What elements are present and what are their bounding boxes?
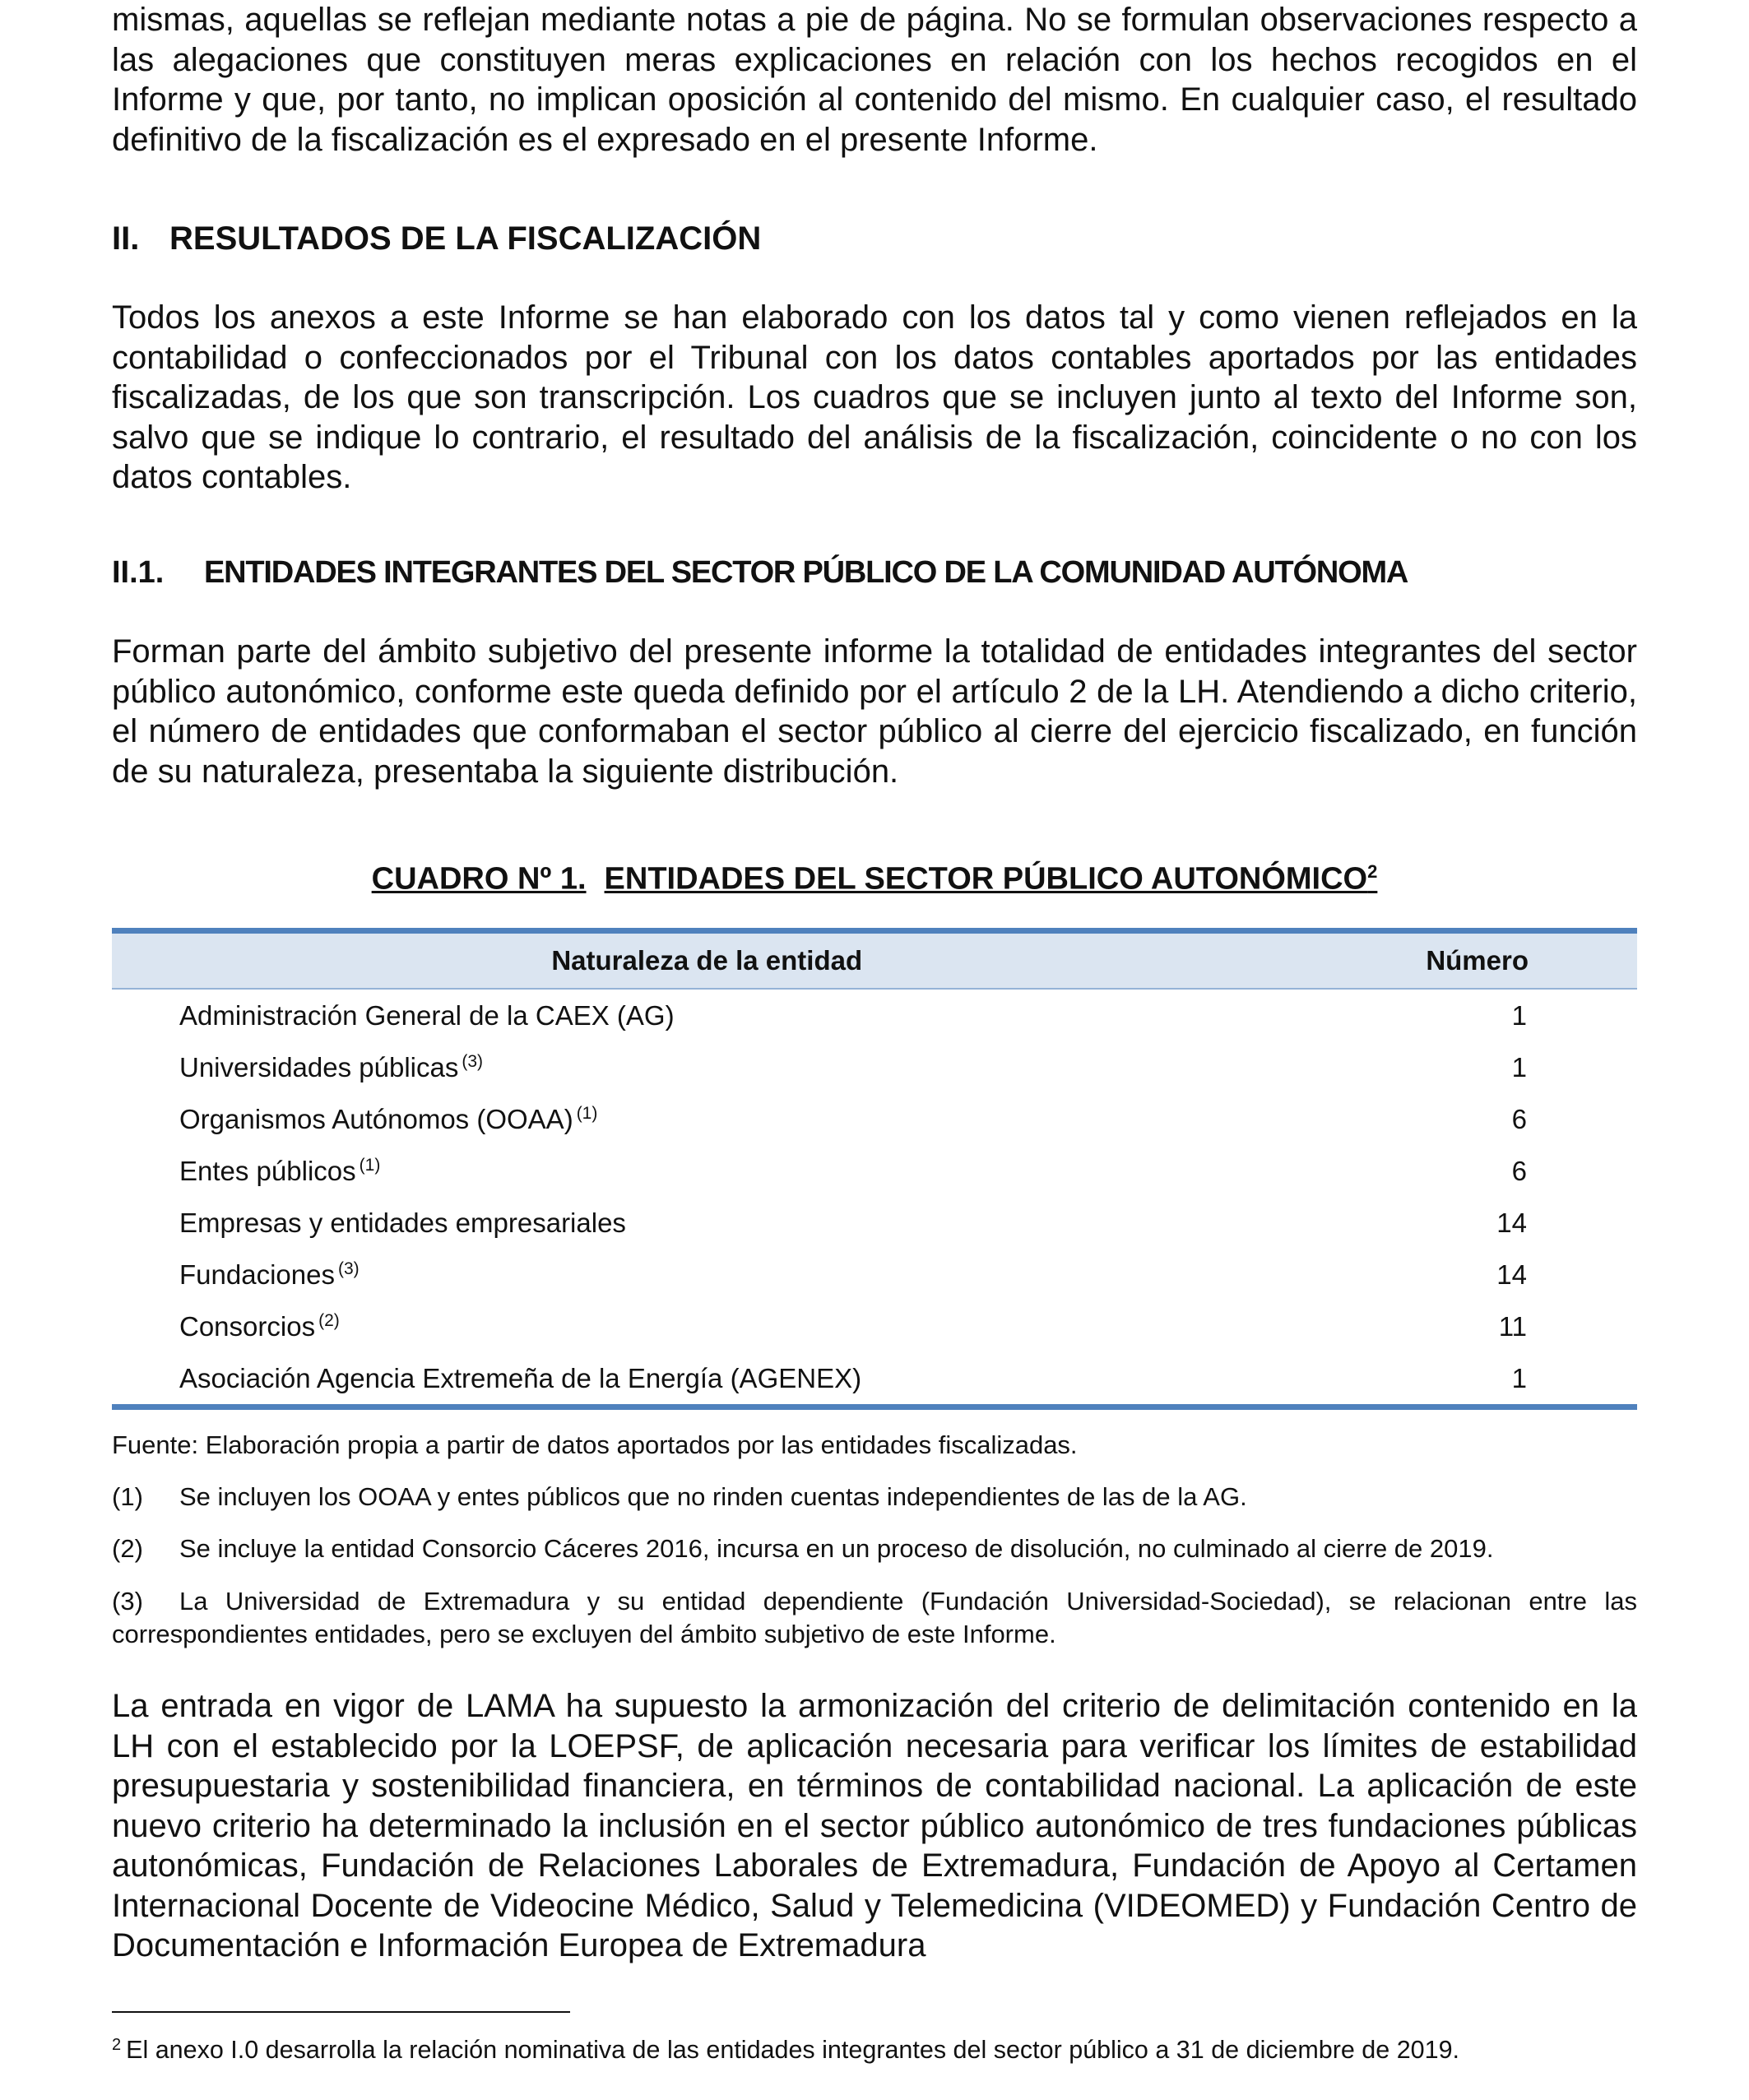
note-text: Se incluye la entidad Consorcio Cáceres 2016, incursa en un proceso de disolución, no culminado al cierre de 2019. — [179, 1534, 1494, 1563]
note-key: (3) — [112, 1587, 143, 1616]
table-notes — [112, 1430, 1637, 1651]
row-name: Asociación Agencia Extremeña de la Energía (AGENEX) — [112, 1352, 1301, 1407]
row-name: Entes públicos $^{(1)}$ — [179, 1155, 381, 1186]
table-caption-title: ENTIDADES DEL SECTOR PÚBLICO AUTONÓMICO — [604, 861, 1368, 897]
table-note — [112, 1481, 1637, 1513]
table-caption — [112, 852, 1637, 899]
row-note-ref: (2) — [318, 1310, 340, 1330]
table-row — [112, 1197, 1637, 1249]
row-value: 11 — [1498, 1310, 1527, 1342]
section-ii1-heading — [112, 553, 1408, 592]
table-row — [112, 1041, 1637, 1093]
note-key: (1) — [112, 1482, 143, 1511]
row-value: 6 — [1511, 1155, 1527, 1186]
section-ii1-title: ENTIDADES INTEGRANTES DEL SECTOR PÚBLICO DE LA COMUNIDAD AUTÓNOMA — [204, 555, 1408, 590]
note-text: La Universidad de Extremadura y su entidad dependiente (Fundación Universidad-Sociedad), se relacionan entre las correspondientes entidades, pero se excluyen del ámbito subjetivo de este Informe. — [112, 1587, 1637, 1648]
row-value: 1 — [1301, 1352, 1637, 1407]
table-row — [112, 1300, 1637, 1352]
row-value: 14 — [1496, 1207, 1527, 1238]
note-text: Se incluyen los OOAA y entes públicos que no rinden cuentas independientes de las de la AG. — [179, 1482, 1247, 1511]
table-row — [112, 1352, 1637, 1407]
row-value: 1 — [1511, 1051, 1527, 1082]
section-ii-title: RESULTADOS DE LA FISCALIZACIÓN — [169, 220, 762, 257]
table-note — [112, 1585, 1637, 1651]
entities-table — [112, 928, 1637, 1410]
footnote-text: El anexo I.0 desarrolla la relación nominativa de las entidades integrantes del sector público a 31 de diciembre de 2019. — [126, 2036, 1460, 2064]
row-value: 14 — [1496, 1259, 1527, 1290]
section-ii-heading — [112, 219, 761, 258]
section-ii-paragraph: Todos los anexos a este Informe se han elaborado con los datos tal y como vienen reflejados en la contabilidad o confeccionados por el Tribunal con los datos contables aportados por las entidades fiscalizadas, de los que son transcripción. Los cuadros que se incluyen junto al texto del Informe son, salvo que se indique lo contrario, el resultado del análisis de la fiscalización, coincidente o no con los datos contables. — [112, 299, 1637, 495]
header-nature: Naturaleza de la entidad — [112, 931, 1301, 990]
table-note — [112, 1533, 1637, 1565]
table-row — [112, 1145, 1637, 1197]
row-note-ref: (1) — [359, 1155, 381, 1175]
footnote-number: 2 — [112, 2036, 122, 2054]
intro-paragraph: mismas, aquellas se reflejan mediante notas a pie de página. No se formulan observaciones respecto a las alegaciones que constituyen meras explicaciones en relación con los hechos recogidos en el Informe y que, por tanto, no implican oposición al contenido del mismo. En cualquier caso, el resultado definitivo de la fiscalización es el expresado en el presente Informe. — [112, 2, 1637, 158]
row-name: Consorcios $^{(2)}$ — [179, 1310, 340, 1342]
row-note-ref: (1) — [576, 1103, 598, 1123]
row-name: Empresas y entidades empresariales — [179, 1207, 626, 1238]
footnote-separator — [112, 2011, 570, 2013]
page-footnote — [112, 2028, 1637, 2066]
table-header-row — [112, 931, 1637, 990]
row-value: 6 — [1511, 1103, 1527, 1134]
row-name: Organismos Autónomos (OOAA) $^{(1)}$ — [179, 1103, 598, 1134]
note-key: (2) — [112, 1534, 143, 1563]
section-ii1-number: II.1. — [112, 555, 165, 590]
row-name: Administración General de la CAEX (AG) — [179, 999, 675, 1031]
row-note-ref: (3) — [462, 1051, 484, 1071]
row-name: Universidades públicas $^{(3)}$ — [179, 1051, 484, 1082]
header-number: Número — [1301, 931, 1637, 990]
row-value: 1 — [1511, 999, 1527, 1031]
table-caption-label: CUADRO Nº 1. — [371, 861, 587, 897]
table-row — [112, 1249, 1637, 1300]
table-caption-footnote-ref: 2 — [1367, 861, 1378, 882]
table-source: Fuente: Elaboración propia a partir de datos aportados por las entidades fiscalizadas. — [112, 1430, 1078, 1459]
section-ii1-paragraph: Forman parte del ámbito subjetivo del presente informe la totalidad de entidades integrantes del sector público autonómico, conforme este queda definido por el artículo 2 de la LH. Atendiendo a dicho criterio, el número de entidades que conformaban el sector público al cierre del ejercicio fiscalizado, en función de su naturaleza, presentaba la siguiente distribución. — [112, 633, 1637, 790]
table-row — [112, 989, 1637, 1041]
section-ii-number: II. — [112, 220, 140, 257]
table-row — [112, 1093, 1637, 1145]
final-paragraph: La entrada en vigor de LAMA ha supuesto la armonización del criterio de delimitación contenido en la LH con el establecido por la LOEPSF, de aplicación necesaria para verificar los límites de estabilidad presupuestaria y sostenibilidad financiera, en términos de contabilidad nacional. La aplicación de este nuevo criterio ha determinado la inclusión en el sector público autonómico de tres fundaciones públicas autonómicas, Fundación de Relaciones Laborales de Extremadura, Fundación de Apoyo al Certamen Internacional Docente de Videocine Médico, Salud y Telemedicina (VIDEOMED) y Fundación Centro de Documentación e Información Europea de Extremadura — [112, 1688, 1637, 1963]
row-name: Fundaciones $^{(3)}$ — [179, 1259, 360, 1290]
row-note-ref: (3) — [337, 1259, 360, 1278]
